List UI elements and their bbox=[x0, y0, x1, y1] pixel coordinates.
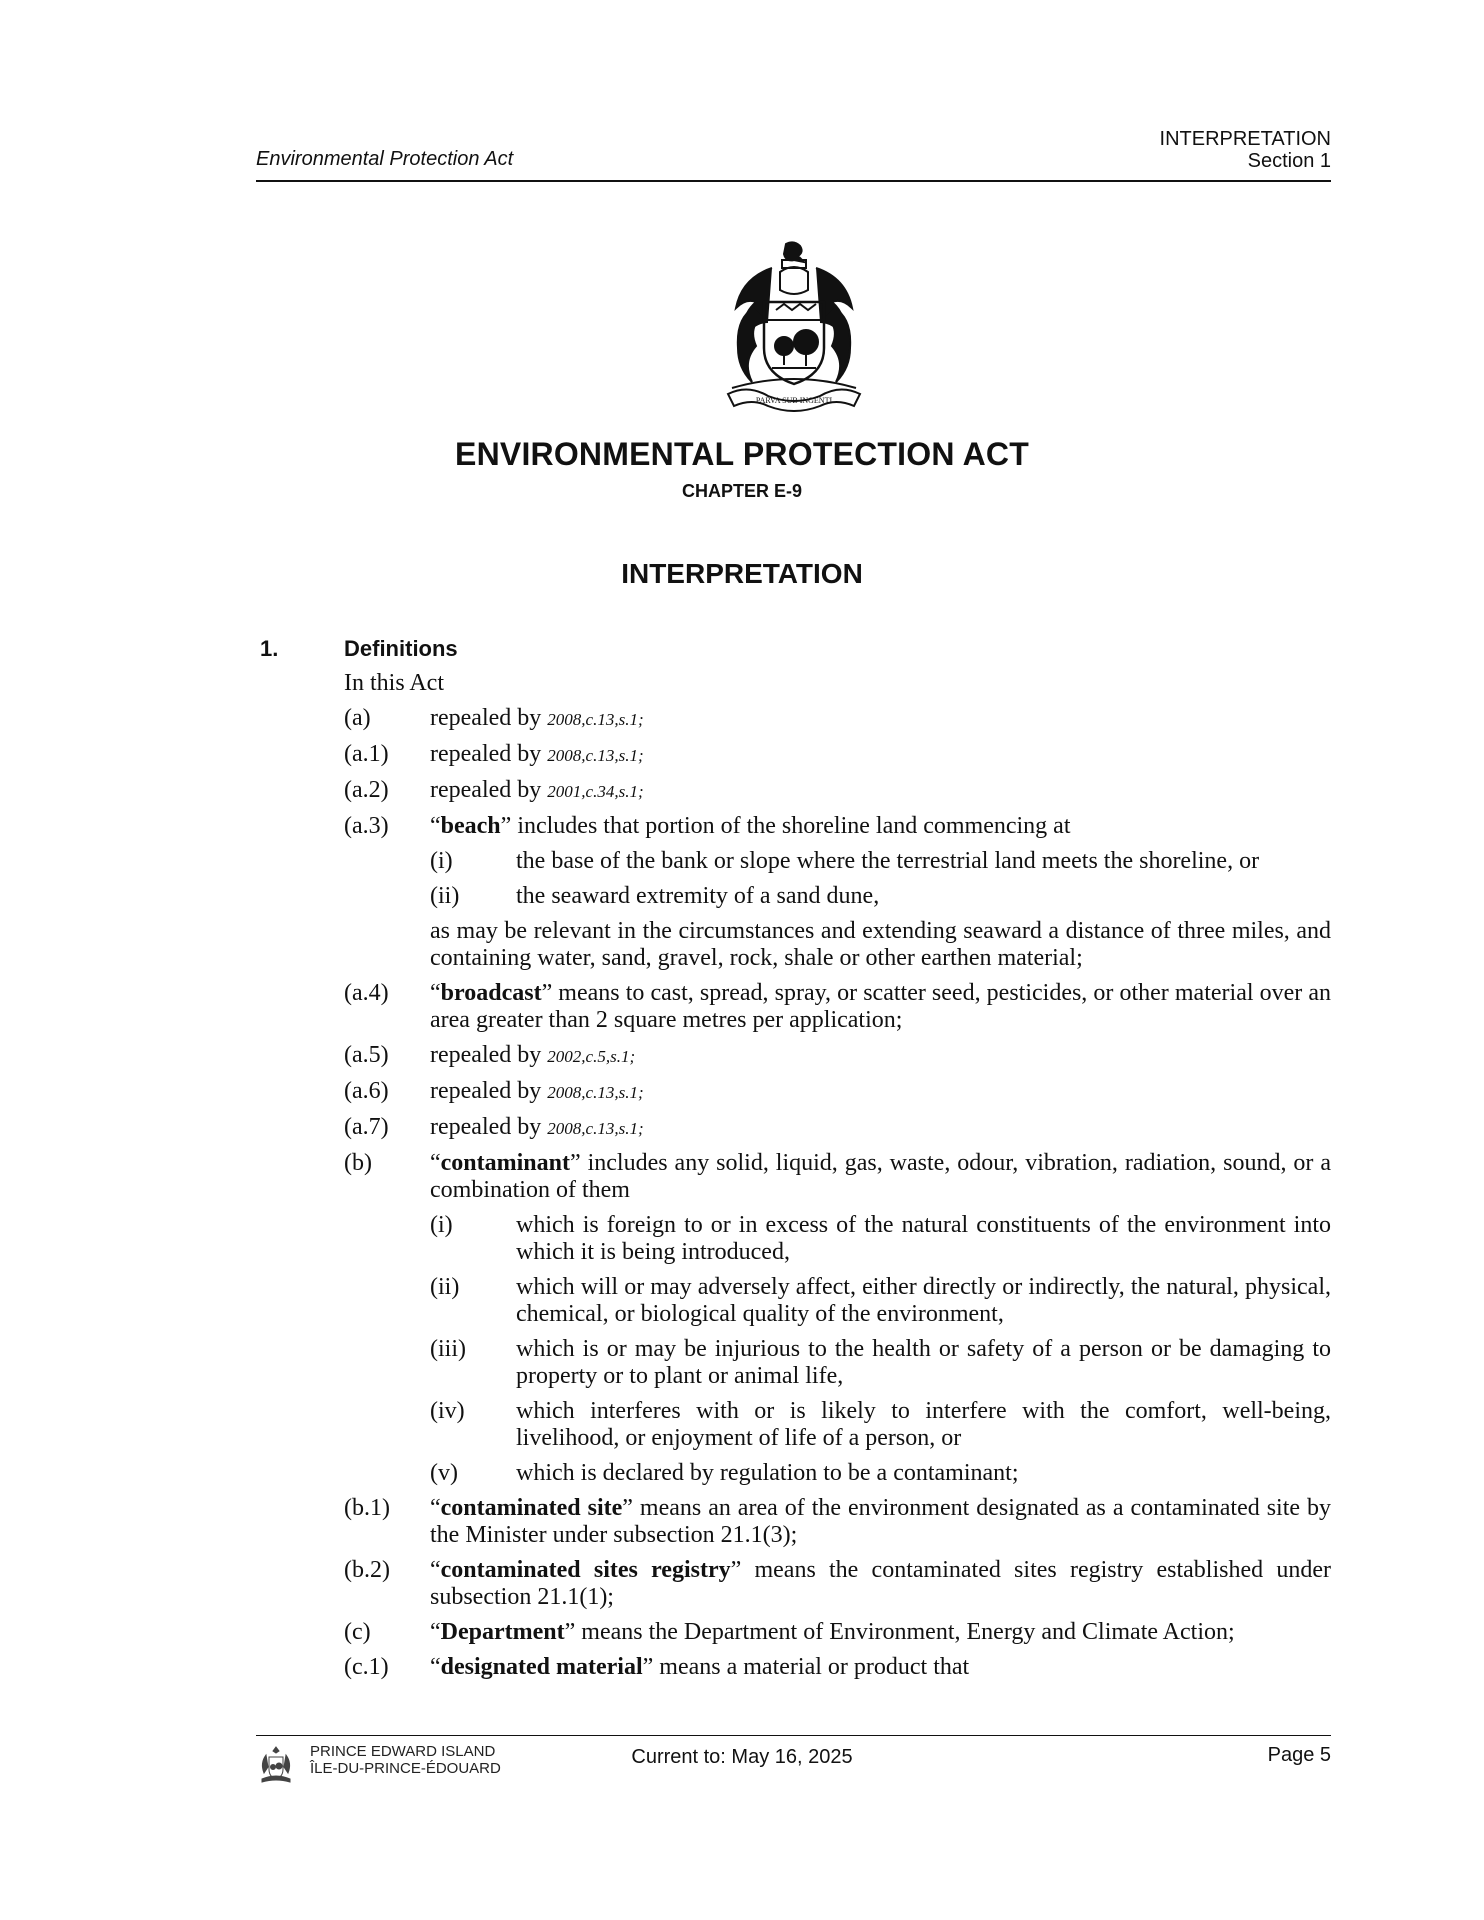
sub-item-text: which is foreign to or in excess of the natural constituents of the environment into which it is being introduced, bbox=[516, 1212, 1331, 1265]
quote-open: “ bbox=[430, 1495, 441, 1521]
item-text: means the contaminated sites registry established under subsection 21.1(1); bbox=[430, 1557, 1331, 1610]
sub-item bbox=[430, 1460, 1331, 1487]
item-label: (c.1) bbox=[344, 1654, 389, 1680]
definition-item-department bbox=[344, 1619, 1331, 1646]
defined-term: beach bbox=[440, 813, 501, 839]
defined-term: designated material bbox=[440, 1654, 643, 1680]
definition-item-contaminant bbox=[344, 1150, 1331, 1487]
citation: 2008,c.13,s.1; bbox=[547, 746, 644, 765]
sub-item-label: (ii) bbox=[430, 883, 460, 909]
sub-item-text: which is declared by regulation to be a contaminant; bbox=[516, 1460, 1019, 1486]
definition-item bbox=[344, 777, 1331, 805]
section-heading: Definitions bbox=[344, 636, 458, 661]
definition-item bbox=[344, 741, 1331, 769]
province-name-fr: ÎLE-DU-PRINCE-ÉDOUARD bbox=[310, 1760, 501, 1777]
item-text: includes any solid, liquid, gas, waste, odour, vibration, radiation, sound, or a combination of them bbox=[430, 1150, 1331, 1203]
item-text: repealed by bbox=[430, 777, 548, 803]
quote-open: “ bbox=[430, 1557, 441, 1583]
subitems bbox=[430, 1212, 1331, 1487]
item-text: means an area of the environment designated as a contaminated site by the Minister under subsection 21.1(3); bbox=[430, 1495, 1331, 1548]
defined-term: contaminated site bbox=[440, 1495, 623, 1521]
item-text: includes that portion of the shoreline land commencing at bbox=[511, 813, 1071, 839]
citation: 2008,c.13,s.1; bbox=[547, 1083, 644, 1102]
definitions-body bbox=[344, 670, 1331, 1689]
sub-item-text: which interferes with or is likely to interfere with the comfort, well-being, livelihood, or enjoyment of life of a person, or bbox=[516, 1398, 1331, 1451]
definition-item bbox=[344, 1078, 1331, 1106]
item-label: (a) bbox=[344, 705, 371, 731]
sub-item bbox=[430, 1212, 1331, 1266]
quote-open: “ bbox=[430, 813, 441, 839]
item-label: (a.4) bbox=[344, 980, 389, 1006]
sub-item bbox=[430, 1274, 1331, 1328]
defined-term: broadcast bbox=[440, 980, 542, 1006]
sub-item bbox=[430, 1398, 1331, 1452]
quote-open: “ bbox=[430, 1150, 441, 1176]
continuation-text: as may be relevant in the circumstances and extending seaward a distance of three miles, and containing water, sand, gravel, rock, shale or other earthen material; bbox=[430, 918, 1331, 971]
coat-of-arms-icon bbox=[712, 238, 876, 412]
quote-open: “ bbox=[430, 1619, 441, 1645]
running-header-section bbox=[1160, 128, 1331, 172]
item-label: (a.3) bbox=[344, 813, 389, 839]
item-text: means a material or product that bbox=[653, 1654, 970, 1680]
definition-item bbox=[344, 1114, 1331, 1142]
sub-item bbox=[430, 883, 1331, 910]
item-label: (a.6) bbox=[344, 1078, 389, 1104]
quote-open: “ bbox=[430, 980, 441, 1006]
section-intro: In this Act bbox=[344, 670, 444, 696]
item-text: repealed by bbox=[430, 705, 548, 731]
chapter-number: CHAPTER E-9 bbox=[681, 481, 802, 501]
running-header-section-number: Section 1 bbox=[1247, 150, 1331, 172]
sub-item bbox=[430, 848, 1331, 875]
definition-item-contaminated-sites-registry bbox=[344, 1557, 1331, 1611]
act-title: ENVIRONMENTAL PROTECTION ACT bbox=[455, 436, 1029, 472]
item-label: (b.1) bbox=[344, 1495, 390, 1521]
item-label: (b.2) bbox=[344, 1557, 390, 1583]
defined-term: contaminant bbox=[440, 1150, 570, 1176]
part-heading: INTERPRETATION bbox=[621, 558, 863, 589]
page-number: Page 5 bbox=[1267, 1744, 1331, 1766]
running-header-part: INTERPRETATION bbox=[1159, 128, 1331, 150]
item-text: repealed by bbox=[430, 1078, 548, 1104]
item-label: (a.1) bbox=[344, 741, 389, 767]
citation: 2008,c.13,s.1; bbox=[547, 1119, 644, 1138]
item-label: (a.2) bbox=[344, 777, 389, 803]
quote-close: ” bbox=[570, 1150, 581, 1176]
definition-item-contaminated-site bbox=[344, 1495, 1331, 1549]
item-text: repealed by bbox=[430, 741, 548, 767]
quote-close: ” bbox=[730, 1557, 742, 1583]
sub-item-text: which will or may adversely affect, either directly or indirectly, the natural, physical, chemical, or biological quality of the environment, bbox=[516, 1274, 1331, 1327]
item-text: means the Department of Environment, Energy and Climate Action; bbox=[575, 1619, 1235, 1645]
quote-close: ” bbox=[564, 1619, 576, 1645]
quote-close: ” bbox=[541, 980, 553, 1006]
item-text: repealed by bbox=[430, 1114, 548, 1140]
crest-motto: PARVA SUB INGENTI bbox=[755, 396, 833, 405]
sub-item-text: which is or may be injurious to the health or safety of a person or be damaging to property or to plant or animal life, bbox=[516, 1336, 1331, 1389]
running-header-act-name: Environmental Protection Act bbox=[256, 148, 514, 170]
quote-close: ” bbox=[622, 1495, 633, 1521]
sub-item bbox=[430, 1336, 1331, 1390]
definition-item-beach bbox=[344, 813, 1331, 972]
item-label: (b) bbox=[344, 1150, 372, 1176]
quote-close: ” bbox=[642, 1654, 654, 1680]
definition-item-broadcast bbox=[344, 980, 1331, 1034]
sub-item-label: (ii) bbox=[430, 1274, 460, 1300]
quote-open: “ bbox=[430, 1654, 441, 1680]
item-label: (a.7) bbox=[344, 1114, 389, 1140]
item-text: means to cast, spread, spray, or scatter seed, pesticides, or other material over an area greater than 2 square metres per application; bbox=[430, 980, 1331, 1033]
currency-date: Current to: May 16, 2025 bbox=[631, 1746, 853, 1768]
citation: 2001,c.34,s.1; bbox=[547, 782, 644, 801]
sub-item-label: (iv) bbox=[430, 1398, 465, 1424]
defined-term: contaminated sites registry bbox=[440, 1557, 731, 1583]
definition-item bbox=[344, 1042, 1331, 1070]
sub-item-text: the seaward extremity of a sand dune, bbox=[516, 883, 880, 909]
footer-rule bbox=[256, 1735, 1331, 1736]
item-label: (a.5) bbox=[344, 1042, 389, 1068]
sub-item-text: the base of the bank or slope where the terrestrial land meets the shoreline, or bbox=[516, 848, 1260, 874]
defined-term: Department bbox=[440, 1619, 565, 1645]
sub-item-label: (i) bbox=[430, 1212, 453, 1238]
item-text: repealed by bbox=[430, 1042, 548, 1068]
sub-item-label: (i) bbox=[430, 848, 453, 874]
definition-item-designated-material bbox=[344, 1654, 1331, 1681]
province-name-en: PRINCE EDWARD ISLAND bbox=[310, 1743, 496, 1760]
item-label: (c) bbox=[344, 1619, 371, 1645]
citation: 2002,c.5,s.1; bbox=[547, 1047, 636, 1066]
citation: 2008,c.13,s.1; bbox=[547, 710, 644, 729]
quote-close: ” bbox=[500, 813, 512, 839]
subitems bbox=[430, 848, 1331, 910]
definition-item bbox=[344, 705, 1331, 733]
sub-item-label: (iii) bbox=[430, 1336, 466, 1362]
sub-item-label: (v) bbox=[430, 1460, 458, 1486]
header-rule bbox=[256, 180, 1331, 182]
section-number: 1. bbox=[260, 636, 279, 661]
